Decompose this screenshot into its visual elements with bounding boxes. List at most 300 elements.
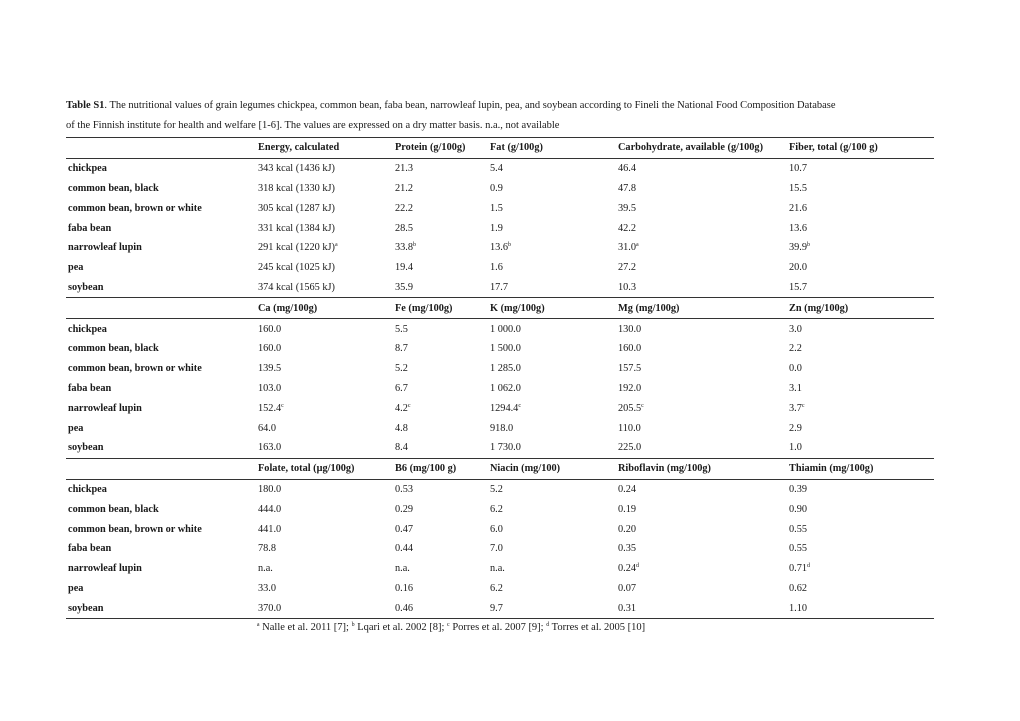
cell-value: 1.10	[789, 602, 808, 614]
cell-value: 331 kcal (1384 kJ)	[258, 222, 335, 234]
cell-value: 27.2	[618, 262, 637, 274]
table-footnote	[66, 622, 836, 633]
table-cell	[488, 339, 616, 359]
row-label: common bean, brown or white	[68, 363, 202, 375]
table-cell	[787, 158, 934, 178]
cell-value: 160.0	[258, 323, 282, 335]
cell-value: 35.9	[395, 281, 414, 293]
cell-value: 205.5	[618, 402, 642, 414]
table-cell	[616, 539, 787, 559]
table-cell	[616, 258, 787, 278]
table-cell	[256, 278, 393, 298]
footnote-marker: a	[256, 622, 260, 629]
cell-value: 374 kcal (1565 kJ)	[258, 281, 335, 293]
nutrition-table	[66, 137, 934, 619]
cell-value: 15.7	[789, 281, 808, 293]
cell-value: n.a.	[258, 563, 273, 575]
caption-text-line1: . The nutritional values of grain legumes chickpea, common bean, faba bean, narrowleaf lupin, pea, and soybean according to Fineli the National Food Composition Database	[104, 100, 836, 111]
table-cell	[393, 418, 488, 438]
footnote-marker: c	[518, 402, 521, 409]
table-row	[66, 579, 934, 599]
table-row	[66, 499, 934, 519]
cell-value: 130.0	[618, 323, 642, 335]
table-cell	[393, 559, 488, 579]
cell-value: 46.4	[618, 163, 637, 175]
cell-value: 3.7	[789, 402, 802, 414]
table-cell	[787, 598, 934, 618]
cell-value: 180.0	[258, 483, 282, 495]
footnote-marker: c	[801, 402, 805, 409]
table-row	[66, 238, 934, 258]
table-cell	[393, 598, 488, 618]
cell-value: 225.0	[618, 442, 642, 454]
table-cell	[256, 198, 393, 218]
table-cell	[616, 179, 787, 199]
caption-text-line2: of the Finnish institute for health and welfare [1-6]. The values are expressed on a dry matter basis. n.a., not available	[66, 120, 560, 131]
table-row	[66, 438, 934, 458]
table-row	[66, 359, 934, 379]
cell-value: 0.24	[618, 563, 637, 575]
column-header: Niacin (mg/100)	[488, 458, 616, 479]
table-row	[66, 559, 934, 579]
table-row	[66, 398, 934, 418]
table-cell	[787, 339, 934, 359]
footnote-reference: Torres et al. 2005 [10]	[549, 622, 646, 634]
footnote-reference: Porres et al. 2007 [9];	[449, 622, 547, 634]
column-header: Riboflavin (mg/100g)	[616, 458, 787, 479]
cell-value: 1.9	[490, 222, 503, 234]
cell-value: 15.5	[789, 182, 808, 194]
cell-value: 33.8	[395, 242, 414, 254]
cell-value: 3.0	[789, 323, 802, 335]
footnote-marker: c	[641, 402, 644, 409]
table-cell	[488, 398, 616, 418]
table-cell	[256, 339, 393, 359]
section-header-row	[66, 298, 934, 319]
row-label: chickpea	[68, 323, 107, 335]
table-cell	[256, 519, 393, 539]
footnote-reference: Nalle et al. 2011 [7];	[259, 622, 352, 634]
row-label: pea	[68, 262, 84, 274]
cell-value: 19.4	[395, 262, 414, 274]
cell-value: 21.2	[395, 182, 414, 194]
table-cell	[616, 319, 787, 339]
cell-value: 2.2	[789, 343, 802, 355]
cell-value: 3.1	[789, 382, 802, 394]
cell-value: 0.71	[789, 563, 808, 575]
column-header: K (mg/100g)	[488, 298, 616, 319]
cell-value: 21.6	[789, 202, 808, 214]
table-cell	[256, 598, 393, 618]
cell-value: 28.5	[395, 222, 414, 234]
cell-value: 1.6	[490, 262, 503, 274]
cell-value: 0.47	[395, 523, 414, 535]
cell-value: 6.7	[395, 382, 408, 394]
table-cell	[393, 179, 488, 199]
cell-value: 1294.4	[490, 402, 519, 414]
table-cell	[393, 379, 488, 399]
cell-value: 0.44	[395, 543, 414, 555]
cell-value: 7.0	[490, 543, 503, 555]
header-corner-cell	[66, 458, 256, 479]
table-row	[66, 519, 934, 539]
cell-value: 1 062.0	[490, 382, 521, 394]
table-row	[66, 258, 934, 278]
table-cell	[787, 218, 934, 238]
cell-value: 2.9	[789, 422, 802, 434]
row-label: soybean	[66, 598, 256, 618]
table-cell	[393, 319, 488, 339]
cell-value: 0.07	[618, 582, 637, 594]
row-label: pea	[68, 422, 84, 434]
cell-value: 0.31	[618, 602, 637, 614]
cell-value: 1.0	[789, 442, 802, 454]
row-label: faba bean	[68, 543, 112, 555]
table-cell	[256, 359, 393, 379]
row-label: common bean, black	[68, 503, 159, 515]
cell-value: n.a.	[395, 563, 410, 575]
table-cell	[616, 339, 787, 359]
cell-value: 31.0	[618, 242, 637, 254]
table-cell	[488, 359, 616, 379]
cell-value: 0.62	[789, 582, 808, 594]
table-cell	[256, 539, 393, 559]
table-cell	[616, 438, 787, 458]
table-cell	[616, 499, 787, 519]
table-cell	[256, 438, 393, 458]
cell-value: 103.0	[258, 382, 282, 394]
table-cell	[393, 238, 488, 258]
table-cell	[488, 438, 616, 458]
table-cell	[488, 598, 616, 618]
table-cell	[393, 218, 488, 238]
cell-value: 0.20	[618, 523, 637, 535]
table-cell	[616, 479, 787, 499]
table-cell	[616, 398, 787, 418]
row-label: faba bean	[68, 382, 112, 394]
table-cell	[393, 258, 488, 278]
cell-value: 9.7	[490, 602, 503, 614]
cell-value: 39.9	[789, 242, 808, 254]
cell-value: 39.5	[618, 202, 637, 214]
table-cell	[787, 438, 934, 458]
section-header-row	[66, 458, 934, 479]
row-label: common bean, brown or white	[68, 523, 202, 535]
table-cell	[393, 359, 488, 379]
table-row	[66, 198, 934, 218]
table-cell	[393, 278, 488, 298]
table-cell	[256, 379, 393, 399]
cell-value: 192.0	[618, 382, 642, 394]
row-label: narrowleaf lupin	[68, 242, 142, 254]
cell-value: 1 285.0	[490, 363, 521, 375]
cell-value: 78.8	[258, 543, 277, 555]
table-cell	[787, 479, 934, 499]
table-cell	[787, 499, 934, 519]
cell-value: 33.0	[258, 582, 277, 594]
cell-value: 1 730.0	[490, 442, 521, 454]
row-label: pea	[68, 582, 84, 594]
cell-value: 139.5	[258, 363, 282, 375]
table-cell	[787, 398, 934, 418]
cell-value: 5.2	[395, 363, 408, 375]
table-cell	[488, 499, 616, 519]
table-cell	[256, 179, 393, 199]
table-cell	[787, 278, 934, 298]
cell-value: 13.6	[490, 242, 509, 254]
cell-value: 1 000.0	[490, 323, 521, 335]
footnote-marker: d	[636, 563, 640, 570]
table-cell	[616, 559, 787, 579]
table-row	[66, 598, 934, 618]
footnote-marker: c	[407, 402, 411, 409]
cell-value: 8.7	[395, 343, 408, 355]
cell-value: 0.90	[789, 503, 808, 515]
cell-value: 6.0	[490, 523, 503, 535]
table-cell	[787, 258, 934, 278]
table-cell	[256, 479, 393, 499]
table-cell	[393, 158, 488, 178]
table-cell	[488, 319, 616, 339]
footnote-marker: c	[281, 402, 284, 409]
table-row	[66, 339, 934, 359]
table-cell	[393, 398, 488, 418]
cell-value: 5.4	[490, 163, 503, 175]
row-label: faba bean	[68, 222, 112, 234]
column-header: Zn (mg/100g)	[787, 298, 934, 319]
column-header: Ca (mg/100g)	[256, 298, 393, 319]
table-cell	[616, 418, 787, 438]
column-header: B6 (mg/100 g)	[393, 458, 488, 479]
cell-value: 22.2	[395, 202, 414, 214]
footnote-marker: b	[807, 242, 811, 249]
row-label: common bean, black	[68, 182, 159, 194]
cell-value: 5.5	[395, 323, 408, 335]
table-cell	[616, 598, 787, 618]
cell-value: 6.2	[490, 503, 503, 515]
table-cell	[616, 579, 787, 599]
column-header: Folate, total (μg/100g)	[256, 458, 393, 479]
cell-value: 0.29	[395, 503, 414, 515]
cell-value: 160.0	[618, 343, 642, 355]
table-cell	[787, 198, 934, 218]
section-header-row	[66, 138, 934, 159]
table-cell	[787, 319, 934, 339]
cell-value: 0.16	[395, 582, 414, 594]
cell-value: 6.2	[490, 582, 503, 594]
table-cell	[616, 158, 787, 178]
footnote-marker: b	[508, 242, 512, 249]
table-row	[66, 179, 934, 199]
cell-value: 291 kcal (1220 kJ)	[258, 242, 335, 254]
table-cell	[393, 479, 488, 499]
cell-value: 163.0	[258, 442, 282, 454]
table-cell	[488, 218, 616, 238]
footnote-reference: Lqari et al. 2002 [8];	[354, 622, 448, 634]
cell-value: 0.19	[618, 503, 637, 515]
column-header: Mg (mg/100g)	[616, 298, 787, 319]
table-cell	[256, 579, 393, 599]
table-cell	[256, 559, 393, 579]
table-cell	[488, 278, 616, 298]
row-label: common bean, brown or white	[68, 202, 202, 214]
table-row	[66, 278, 934, 298]
cell-value: 0.55	[789, 523, 808, 535]
row-label: soybean	[68, 281, 104, 293]
table-cell	[787, 539, 934, 559]
table-cell	[393, 519, 488, 539]
cell-value: 152.4	[258, 402, 282, 414]
table-cell	[393, 539, 488, 559]
cell-value: 21.3	[395, 163, 414, 175]
cell-value: 0.53	[395, 483, 414, 495]
cell-value: 4.2	[395, 402, 408, 414]
footnote-marker: d	[546, 622, 550, 629]
cell-value: 42.2	[618, 222, 637, 234]
cell-value: 0.24	[618, 483, 637, 495]
table-cell	[393, 339, 488, 359]
cell-value: 5.2	[490, 483, 503, 495]
cell-value: 305 kcal (1287 kJ)	[258, 202, 335, 214]
table-row	[66, 158, 934, 178]
cell-value: 0.35	[618, 543, 637, 555]
cell-value: 110.0	[618, 422, 641, 434]
table-row	[66, 479, 934, 499]
cell-value: 245 kcal (1025 kJ)	[258, 262, 335, 274]
table-cell	[787, 519, 934, 539]
table-cell	[787, 379, 934, 399]
table-cell	[393, 499, 488, 519]
table-cell	[488, 158, 616, 178]
row-label: chickpea	[68, 163, 107, 175]
row-label: narrowleaf lupin	[68, 563, 142, 575]
row-label: narrowleaf lupin	[68, 402, 142, 414]
column-header: Energy, calculated	[256, 138, 393, 159]
table-cell	[488, 479, 616, 499]
cell-value: 20.0	[789, 262, 808, 274]
table-cell	[488, 379, 616, 399]
cell-value: 0.46	[395, 602, 414, 614]
table-cell	[616, 359, 787, 379]
table-row	[66, 218, 934, 238]
footnote-marker: b	[351, 622, 355, 629]
table-label: Table S1	[66, 100, 105, 111]
header-corner-cell	[66, 298, 256, 319]
cell-value: 1 500.0	[490, 343, 521, 355]
table-cell	[393, 438, 488, 458]
table-row	[66, 418, 934, 438]
cell-value: 0.9	[490, 182, 503, 194]
cell-value: 10.7	[789, 163, 808, 175]
table-cell	[256, 218, 393, 238]
table-cell	[256, 158, 393, 178]
cell-value: 10.3	[618, 281, 637, 293]
row-label: chickpea	[68, 483, 107, 495]
table-cell	[616, 218, 787, 238]
header-corner-cell	[66, 138, 256, 159]
cell-value: 160.0	[258, 343, 282, 355]
table-cell	[488, 519, 616, 539]
table-cell	[256, 258, 393, 278]
cell-value: 13.6	[789, 222, 808, 234]
cell-value: 441.0	[258, 523, 282, 535]
cell-value: 0.39	[789, 483, 808, 495]
table-cell	[256, 319, 393, 339]
cell-value: 0.0	[789, 363, 802, 375]
table-cell	[256, 499, 393, 519]
footnote-marker: c	[447, 622, 450, 629]
table-cell	[488, 238, 616, 258]
cell-value: 444.0	[258, 503, 282, 515]
cell-value: 370.0	[258, 602, 282, 614]
row-label: soybean	[68, 442, 104, 454]
table-cell	[488, 258, 616, 278]
table-cell	[787, 579, 934, 599]
table-cell	[787, 418, 934, 438]
cell-value: n.a.	[490, 563, 505, 575]
cell-value: 64.0	[258, 422, 277, 434]
table-cell	[616, 238, 787, 258]
cell-value: 8.4	[395, 442, 408, 454]
cell-value: 318 kcal (1330 kJ)	[258, 182, 335, 194]
cell-value: 47.8	[618, 182, 637, 194]
table-cell	[393, 198, 488, 218]
cell-value: 4.8	[395, 422, 408, 434]
column-header: Fe (mg/100g)	[393, 298, 488, 319]
cell-value: 343 kcal (1436 kJ)	[258, 163, 335, 175]
table-cell	[393, 579, 488, 599]
table-cell	[488, 539, 616, 559]
table-cell	[256, 238, 393, 258]
cell-value: 17.7	[490, 281, 509, 293]
table-cell	[787, 238, 934, 258]
table-cell	[787, 179, 934, 199]
table-cell	[616, 278, 787, 298]
table-body	[66, 138, 934, 619]
column-header: Protein (g/100g)	[393, 138, 488, 159]
table-cell	[488, 559, 616, 579]
table-caption	[66, 96, 934, 136]
table-cell	[256, 418, 393, 438]
column-header: Fiber, total (g/100 g)	[787, 138, 934, 159]
table-row	[66, 319, 934, 339]
table-cell	[488, 418, 616, 438]
table-cell	[787, 359, 934, 379]
footnote-marker: a	[636, 242, 639, 249]
column-header: Carbohydrate, available (g/100g)	[616, 138, 787, 159]
footnote-marker: b	[413, 242, 417, 249]
table-cell	[616, 519, 787, 539]
row-label: common bean, black	[68, 343, 159, 355]
paper-page	[66, 96, 934, 633]
cell-value: 1.5	[490, 202, 503, 214]
table-row	[66, 379, 934, 399]
table-cell	[488, 198, 616, 218]
cell-value: 0.55	[789, 543, 808, 555]
table-cell	[256, 398, 393, 418]
column-header: Fat (g/100g)	[488, 138, 616, 159]
table-cell	[787, 559, 934, 579]
table-cell	[488, 179, 616, 199]
table-cell	[488, 579, 616, 599]
table-row	[66, 539, 934, 559]
column-header: Thiamin (mg/100g)	[787, 458, 934, 479]
cell-value: 157.5	[618, 363, 642, 375]
table-cell	[616, 198, 787, 218]
footnote-marker: d	[807, 563, 811, 570]
footnote-marker: a	[334, 242, 338, 249]
table-cell	[616, 379, 787, 399]
